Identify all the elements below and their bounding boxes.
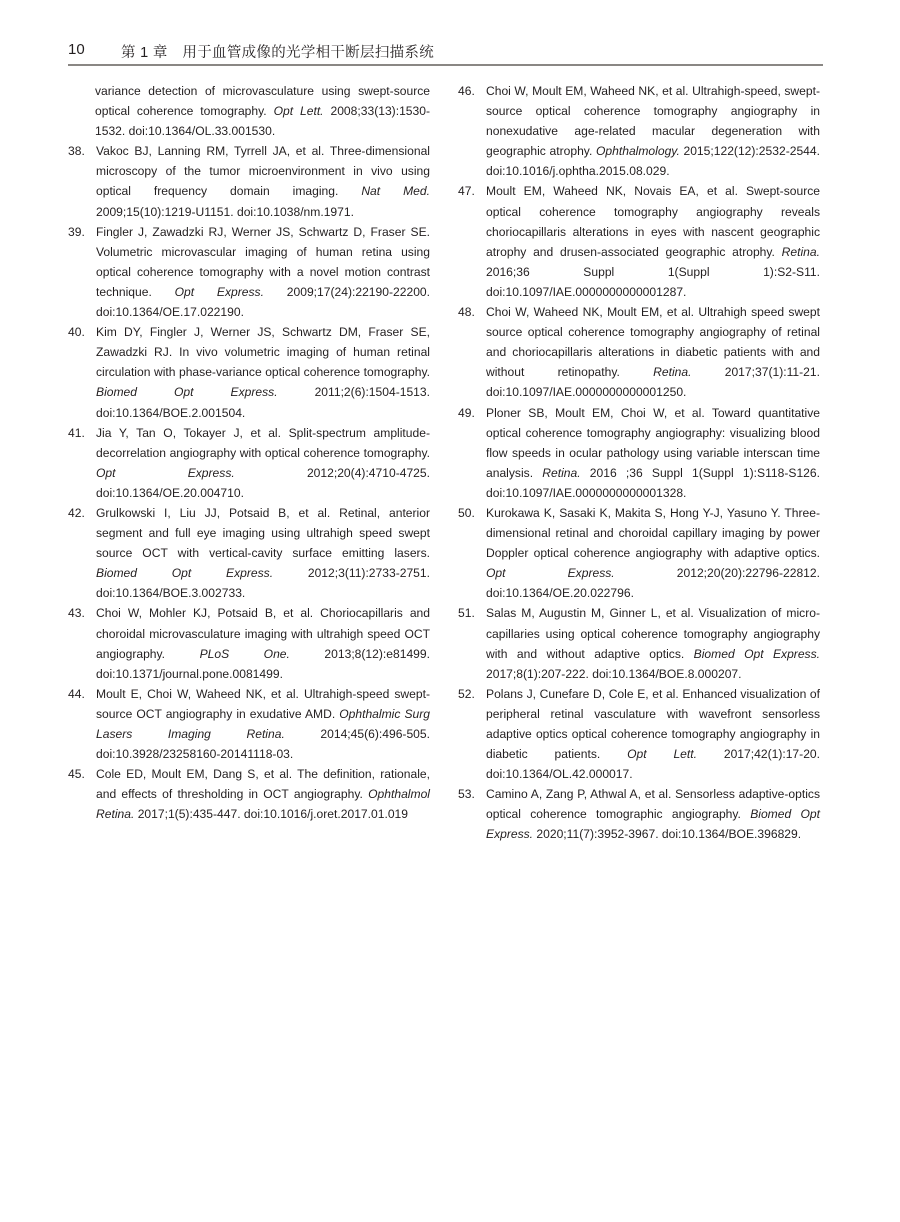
ref-journal: Ophthalmic Surg Lasers Imaging Retina.	[96, 706, 430, 741]
ref-citation: 2009;17(24):22190-22200. doi:10.1364/OE.17.022190.	[96, 284, 431, 320]
ref-text: Camino A, Zang P, Athwal A, et al. Sensorless adaptive-optics optical coherence tomographic angiography.	[486, 787, 820, 822]
ref-citation: 2020;11(7):3952-3967. doi:10.1364/BOE.396829.	[533, 827, 802, 842]
ref-journal: Biomed Opt Express.	[96, 385, 278, 400]
reference-item	[458, 603, 820, 683]
reference-item	[68, 503, 430, 603]
right-column	[458, 81, 820, 845]
reference-item	[68, 603, 430, 683]
ref-number: 50.	[458, 505, 475, 520]
ref-number: 38.	[68, 144, 85, 159]
ref-journal: Retina.	[542, 465, 581, 480]
ref-number: 43.	[68, 606, 85, 621]
ref-journal: Nat Med.	[361, 184, 430, 199]
ref-journal: PLoS One.	[199, 646, 290, 661]
reference-list-left	[68, 141, 430, 824]
ref-citation: 2017;42(1):17-20. doi:10.1364/OL.42.000017.	[486, 747, 820, 782]
ref-number: 47.	[458, 184, 475, 199]
ref-number: 48.	[458, 305, 475, 320]
ref-citation: 2009;15(10):1219-U1151. doi:10.1038/nm.1971.	[96, 204, 354, 219]
ref-number: 41.	[68, 425, 85, 440]
reference-item	[68, 684, 430, 764]
ref-citation: 2017;1(5):435-447. doi:10.1016/j.oret.2017.01.019	[134, 807, 408, 822]
reference-list-right	[458, 81, 820, 845]
ref-text: Choi W, Moult EM, Waheed NK, et al. Ultrahigh-speed, swept-source optical coherence tomography angiography in nonexudative age-related macular degeneration with geographic atrophy.	[486, 84, 820, 159]
continued-reference	[68, 81, 430, 141]
reference-item	[458, 181, 820, 302]
ref-journal: Opt Lett.	[627, 747, 697, 762]
ref-journal: Opt Express.	[96, 465, 235, 480]
ref-number: 53.	[458, 787, 475, 802]
ref-number: 40.	[68, 325, 85, 340]
ref-citation: 2012;20(20):22796-22812. doi:10.1364/OE.20.022796.	[486, 566, 820, 601]
ref-journal: Opt Express.	[174, 284, 264, 299]
ref-citation: 2012;20(4):4710-4725. doi:10.1364/OE.20.004710.	[96, 465, 430, 500]
page-number: 10	[68, 41, 85, 58]
ref-citation: 2011;2(6):1504-1513. doi:10.1364/BOE.2.001504.	[96, 385, 430, 420]
ref-journal: Biomed Opt Express.	[486, 807, 820, 842]
ref-text: Vakoc BJ, Lanning RM, Tyrrell JA, et al. Three-dimensional microscopy of the tumor microenvironment in vivo using optical frequency domain imaging.	[96, 144, 430, 199]
reference-item	[458, 302, 820, 402]
ref-text: Salas M, Augustin M, Ginner L, et al. Visualization of micro-capillaries using optical coherence tomography angiography with and without adaptive optics.	[486, 606, 820, 661]
reference-item	[68, 423, 430, 503]
ref-number: 46.	[458, 84, 475, 98]
ref-journal: Biomed Opt Express.	[693, 646, 821, 661]
reference-item	[458, 684, 820, 784]
ref-text: Ploner SB, Moult EM, Choi W, et al. Toward quantitative optical coherence tomography angiography: visualizing blood flow speeds in ocular pathology using variable interscan time analysis.	[486, 405, 820, 480]
ref-citation: 2012;3(11):2733-2751. doi:10.1364/BOE.3.002733.	[96, 566, 430, 601]
ref-number: 45.	[68, 767, 85, 782]
ref-text: Kim DY, Fingler J, Werner JS, Schwartz DM, Fraser SE, Zawadzki RJ. In vivo volumetric imaging of human retinal circulation with phase-variance optical coherence tomography.	[96, 325, 430, 380]
ref-journal: Ophthalmology.	[596, 144, 680, 159]
ref-journal: Opt Lett.	[273, 104, 324, 119]
reference-item	[458, 784, 820, 844]
chapter-title: 第 1 章 用于血管成像的光学相干断层扫描系统	[121, 45, 435, 61]
ref-number: 49.	[458, 405, 475, 420]
reference-item	[458, 403, 820, 503]
ref-text: Fingler J, Zawadzki RJ, Werner JS, Schwartz D, Fraser SE. Volumetric microvascular imaging of human retina using optical coherence tomography with a novel motion contrast technique.	[96, 224, 430, 299]
ref-journal: Retina.	[653, 365, 692, 380]
ref-text: Polans J, Cunefare D, Cole E, et al. Enhanced visualization of peripheral retinal vasculature with wavefront sensorless adaptive optics optical coherence tomography angiography in diabetic patients.	[486, 686, 820, 762]
ref-text: Grulkowski I, Liu JJ, Potsaid B, et al. Retinal, anterior segment and full eye imaging using ultrahigh speed swept source OCT with vertical-cavity surface emitting lasers.	[96, 505, 430, 561]
ref-text: Moult EM, Waheed NK, Novais EA, et al. Swept-source optical coherence tomography angiography reveals choriocapillaris alterations in eyes with nascent geographic atrophy and drusen-associated geographic atrophy.	[486, 184, 820, 259]
ref-number: 39.	[68, 224, 85, 239]
ref-citation: 2014;45(6):496-505. doi:10.3928/23258160-20141118-03.	[96, 727, 430, 762]
header-rule	[68, 64, 823, 66]
ref-text: Kurokawa K, Sasaki K, Makita S, Hong Y-J, Yasuno Y. Three-dimensional retinal and choroidal capillary imaging by power Doppler optical coherence angiography with adaptive optics.	[486, 505, 820, 561]
ref-text: Cole ED, Moult EM, Dang S, et al. The definition, rationale, and effects of thresholding in OCT angiography.	[96, 767, 430, 802]
reference-item	[68, 322, 430, 422]
ref-number: 42.	[68, 505, 85, 520]
ref-text: Choi W, Waheed NK, Moult EM, et al. Ultrahigh speed swept source optical coherence tomography angiography of retinal and choriocapillaris alterations in diabetic patients with and without retinopathy.	[486, 305, 820, 380]
ref-text: Jia Y, Tan O, Tokayer J, et al. Split-spectrum amplitude-decorrelation angiography with optical coherence tomography.	[96, 425, 430, 460]
ref-text: variance detection of microvasculature using swept-source optical coherence tomography.	[95, 84, 430, 119]
left-column	[68, 81, 430, 824]
ref-text: Moult E, Choi W, Waheed NK, et al. Ultrahigh-speed swept-source OCT angiography in exudative AMD.	[96, 686, 430, 721]
ref-number: 44.	[68, 686, 85, 701]
reference-item	[458, 81, 820, 181]
ref-citation: 2016;36 Suppl 1(Suppl 1):S2-S11. doi:10.1097/IAE.0000000000001287.	[486, 264, 820, 299]
ref-journal: Biomed Opt Express.	[96, 566, 274, 581]
ref-citation: 2017;8(1):207-222. doi:10.1364/BOE.8.000207.	[486, 666, 742, 681]
ref-citation: 2017;37(1):11-21. doi:10.1097/IAE.0000000000001250.	[486, 365, 820, 400]
reference-item	[68, 222, 430, 322]
reference-item	[68, 764, 430, 824]
reference-item	[458, 503, 820, 603]
ref-number: 51.	[458, 606, 475, 621]
ref-number: 52.	[458, 686, 475, 701]
reference-item	[68, 141, 430, 221]
ref-journal: Ophthalmol Retina.	[96, 787, 430, 822]
ref-citation: 2008;33(13):1530-1532. doi:10.1364/OL.33.001530.	[95, 104, 430, 139]
ref-journal: Retina.	[781, 244, 820, 259]
ref-journal: Opt Express.	[486, 566, 615, 581]
ref-citation: 2013;8(12):e81499. doi:10.1371/journal.pone.0081499.	[96, 646, 430, 681]
ref-citation: 2015;122(12):2532-2544. doi:10.1016/j.ophtha.2015.08.029.	[486, 144, 820, 179]
ref-citation: 2016 ;36 Suppl 1(Suppl 1):S118-S126. doi:10.1097/IAE.0000000000001328.	[486, 465, 820, 500]
ref-text: Choi W, Mohler KJ, Potsaid B, et al. Choriocapillaris and choroidal microvasculature imaging with ultrahigh speed OCT angiography.	[96, 606, 430, 661]
running-header	[68, 40, 823, 64]
